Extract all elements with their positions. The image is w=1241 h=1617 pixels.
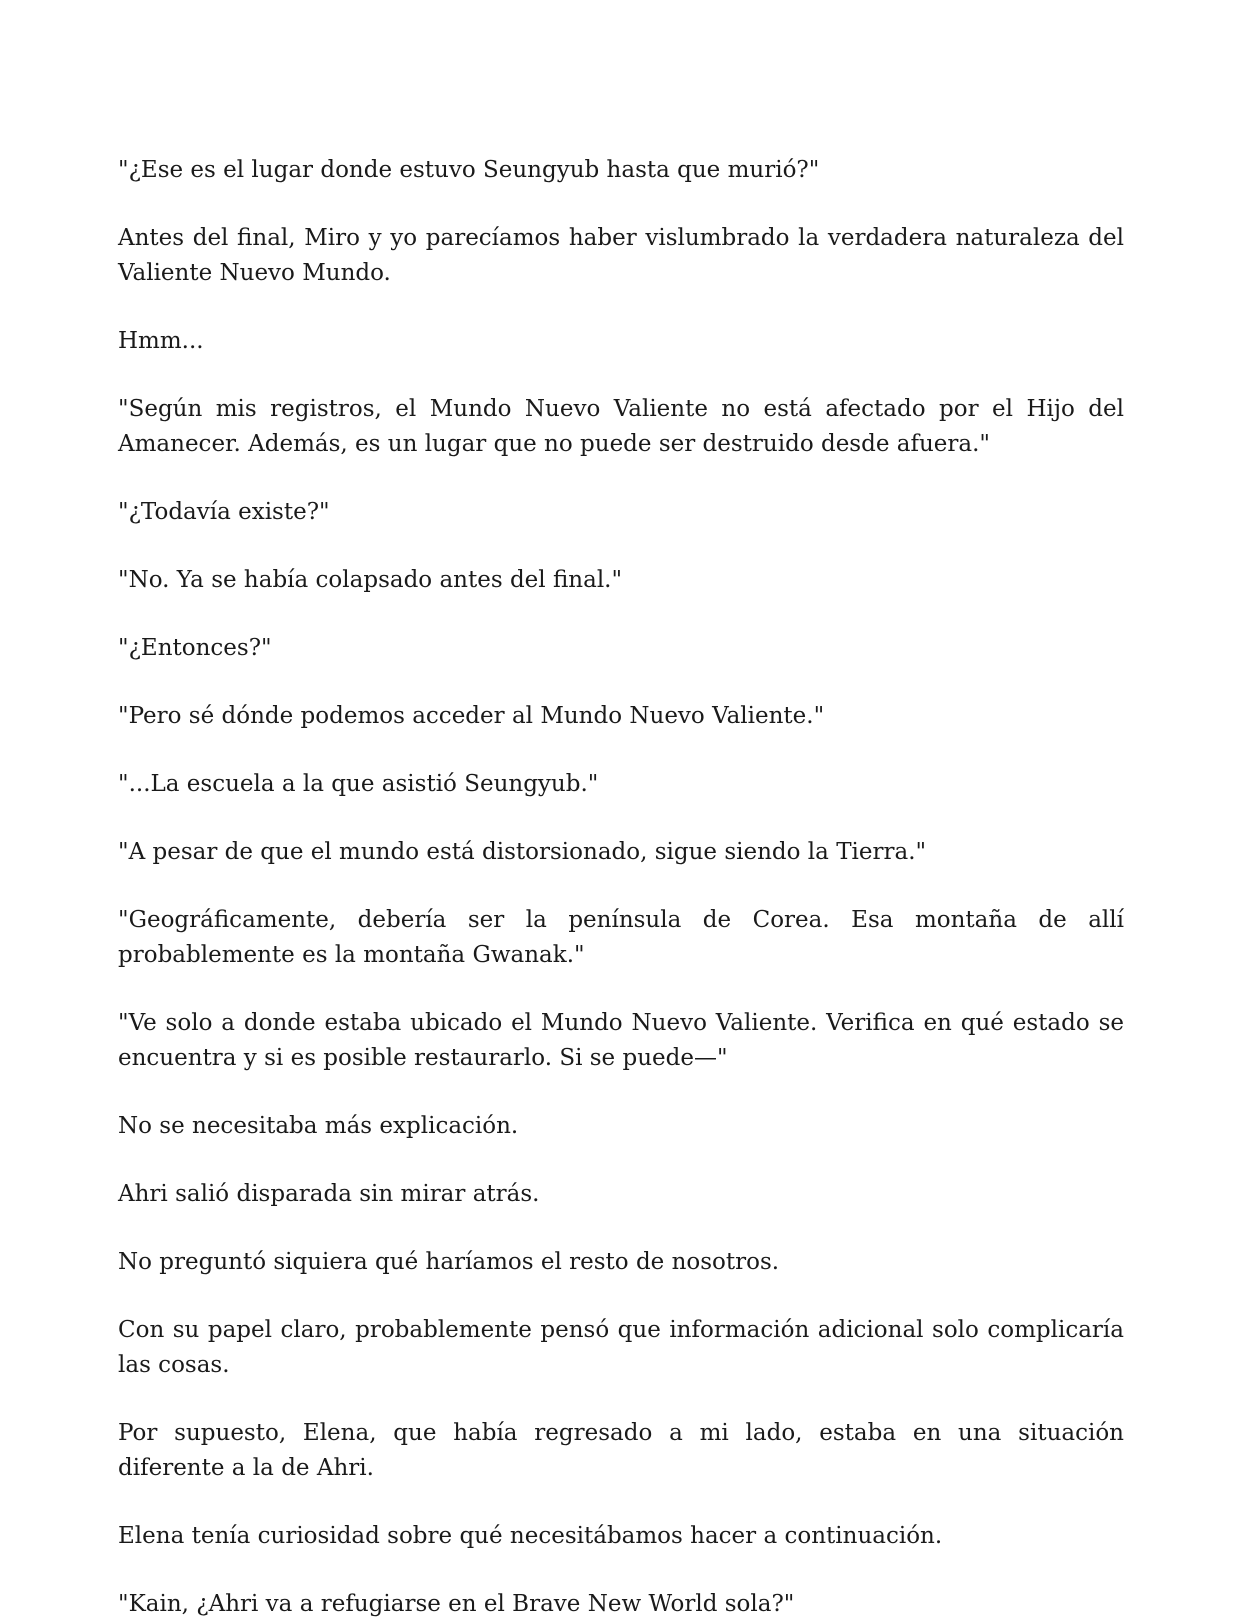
paragraph: No preguntó siquiera qué haríamos el resto de nosotros. (118, 1249, 780, 1275)
paragraph: "Pero sé dónde podemos acceder al Mundo Nuevo Valiente." (118, 703, 825, 729)
paragraph: "Kain, ¿Ahri va a refugiarse en el Brave New World sola?" (118, 1591, 795, 1617)
paragraph: "¿Entonces?" (118, 635, 272, 661)
paragraph: "Ve solo a donde estaba ubicado el Mundo Nuevo Valiente. Verifica en qué estado se encuentra y si es posible restaurarlo. Si se puede—" (118, 1010, 1124, 1071)
paragraph: "No. Ya se había colapsado antes del final." (118, 567, 623, 593)
paragraph: Por supuesto, Elena, que había regresado a mi lado, estaba en una situación diferente a la de Ahri. (118, 1420, 1124, 1481)
paragraph: "Geográficamente, debería ser la península de Corea. Esa montaña de allí probablemente es la montaña Gwanak." (118, 907, 1124, 968)
paragraph: Antes del final, Miro y yo parecíamos haber vislumbrado la verdadera naturaleza del Valiente Nuevo Mundo. (118, 225, 1124, 286)
paragraph: "¿Ese es el lugar donde estuvo Seungyub hasta que murió?" (118, 157, 820, 183)
paragraph: Con su papel claro, probablemente pensó que información adicional solo complicaría las cosas. (118, 1317, 1124, 1378)
paragraph: Hmm... (118, 328, 204, 354)
paragraph: "¿Todavía existe?" (118, 499, 330, 525)
paragraph: "...La escuela a la que asistió Seungyub." (118, 771, 599, 797)
document-body (118, 153, 1124, 1617)
paragraph: "A pesar de que el mundo está distorsionado, sigue siendo la Tierra." (118, 839, 927, 865)
paragraph: Ahri salió disparada sin mirar atrás. (118, 1181, 540, 1207)
paragraph: "Según mis registros, el Mundo Nuevo Valiente no está afectado por el Hijo del Amanecer. Además, es un lugar que no puede ser destruido desde afuera." (118, 396, 1124, 457)
paragraph: No se necesitaba más explicación. (118, 1113, 519, 1139)
paragraph: Elena tenía curiosidad sobre qué necesitábamos hacer a continuación. (118, 1523, 943, 1549)
